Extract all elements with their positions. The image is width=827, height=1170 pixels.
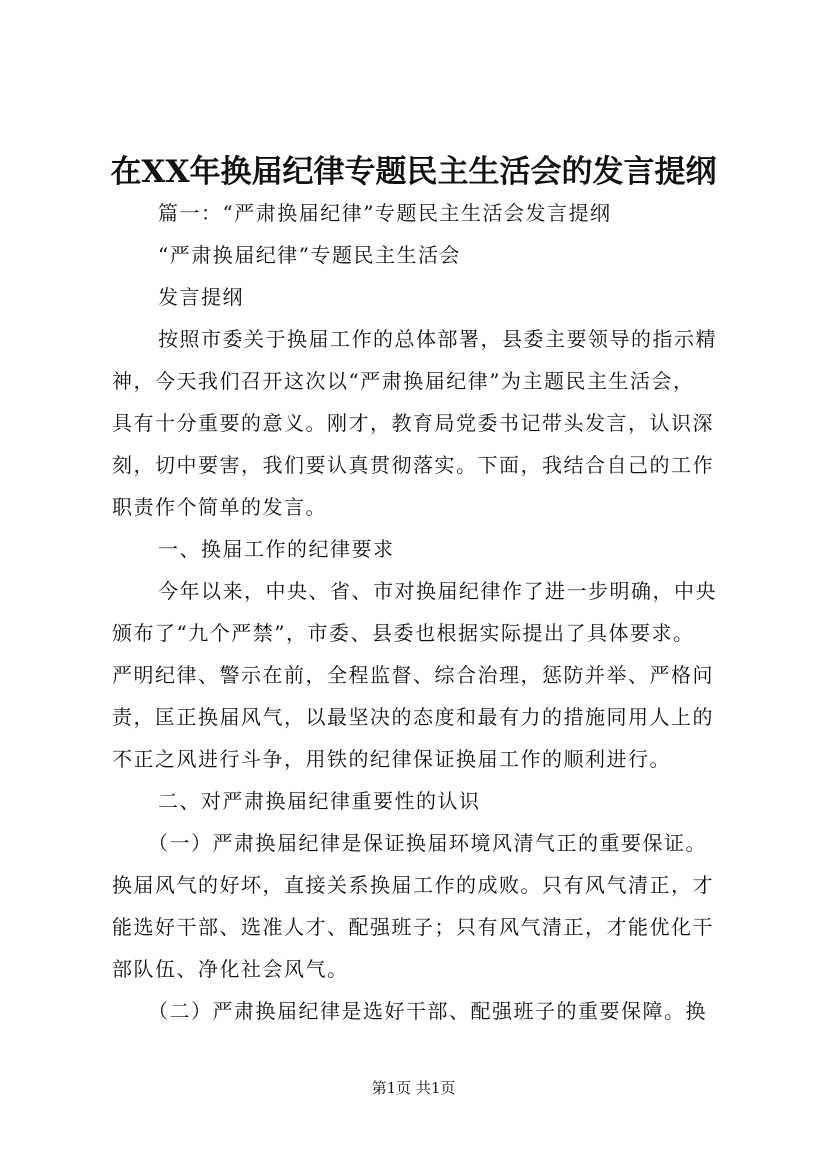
page-footer: 第1页 共1页 bbox=[371, 1079, 456, 1097]
heading-article-one: 篇一：“严肃换届纪律”专题民主生活会发言提纲 bbox=[158, 201, 612, 225]
paragraph-line: 不正之风进行斗争，用铁的纪律保证换届工作的顺利进行。 bbox=[112, 747, 671, 771]
paragraph-line: 按照市委关于换届工作的总体部署，县委主要领导的指示精 bbox=[158, 327, 717, 351]
paragraph-line: 颁布了“九个严禁”，市委、县委也根据实际提出了具体要求。 bbox=[112, 621, 695, 645]
paragraph-line: 严明纪律、警示在前，全程监督、综合治理，惩防并举、严格问 bbox=[112, 663, 714, 687]
paragraph-line: 刻，切中要害，我们要认真贯彻落实。下面，我结合自己的工作 bbox=[112, 453, 714, 477]
paragraph-line: 具有十分重要的意义。刚才，教育局党委书记带头发言，认识深 bbox=[112, 411, 714, 435]
paragraph-line: 责，匡正换届风气，以最坚决的态度和最有力的措施同用人上的 bbox=[112, 705, 714, 729]
paragraph-line: （一）严肃换届纪律是保证换届环境风清气正的重要保证。 bbox=[148, 831, 707, 855]
section-heading-2: 二、对严肃换届纪律重要性的认识 bbox=[158, 789, 481, 813]
paragraph-line: 能选好干部、选准人才、配强班子；只有风气清正，才能优化干 bbox=[112, 915, 714, 939]
subtitle-outline: 发言提纲 bbox=[158, 285, 244, 309]
paragraph-line: 部队伍、净化社会风气。 bbox=[112, 957, 349, 981]
document-title: 在XX年换届纪律专题民主生活会的发言提纲 bbox=[110, 154, 717, 190]
subtitle-line: “严肃换届纪律”专题民主生活会 bbox=[158, 243, 461, 267]
paragraph-line: 今年以来，中央、省、市对换届纪律作了进一步明确，中央 bbox=[158, 579, 717, 603]
section-heading-1: 一、换届工作的纪律要求 bbox=[158, 537, 395, 561]
paragraph-line: 神，今天我们召开这次以“严肃换届纪律”为主题民主生活会， bbox=[112, 369, 695, 393]
paragraph-line: （二）严肃换届纪律是选好干部、配强班子的重要保障。换 bbox=[148, 999, 707, 1023]
paragraph-line: 职责作个简单的发言。 bbox=[112, 495, 327, 519]
paragraph-line: 换届风气的好坏，直接关系换届工作的成败。只有风气清正，才 bbox=[112, 873, 714, 897]
